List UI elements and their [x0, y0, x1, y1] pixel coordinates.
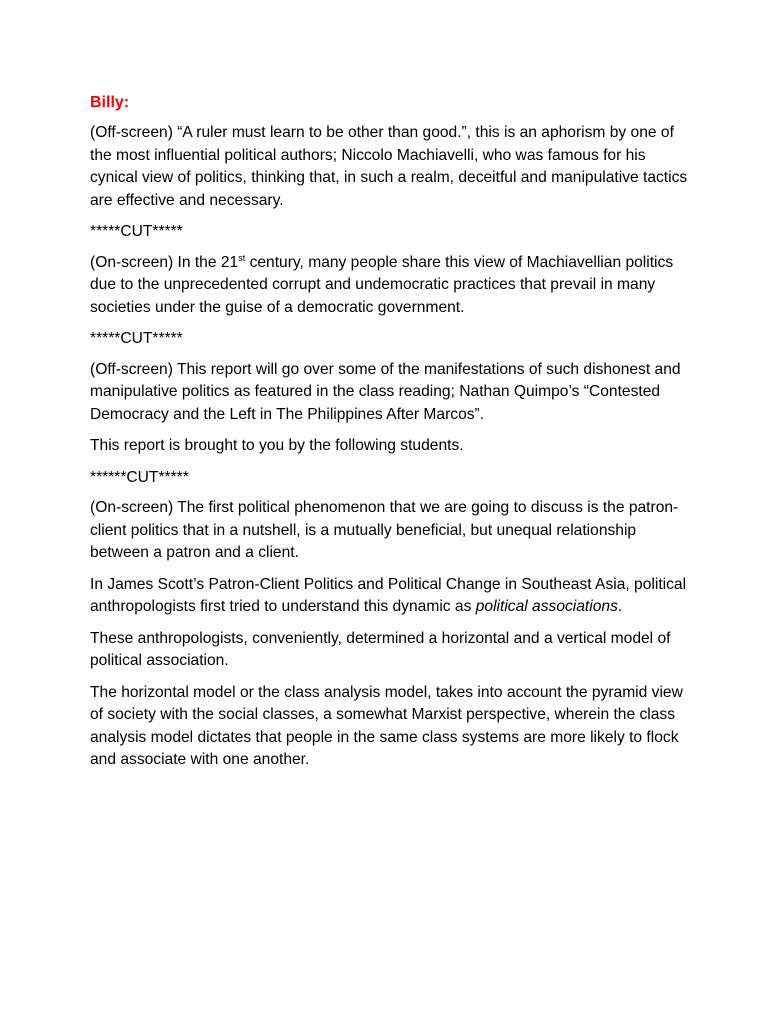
text-segment: In James Scott’s Patron-Client Politics and Political Change in Southeast Asia, political anthropologists first tried to understand this dynamic as	[90, 575, 687, 615]
text-segment: (On-screen) In the 21	[90, 253, 239, 271]
cut-marker: *****CUT*****	[90, 223, 183, 240]
superscript-st: st	[238, 252, 246, 263]
italic-political-associations: political associations	[475, 598, 618, 615]
text-segment: .	[617, 598, 623, 615]
paragraph-students: This report is brought to you by the following students.	[90, 437, 464, 454]
paragraph-offscreen-aphorism: (Off-screen) “A ruler must learn to be other than good.”, this is an aphorism by one of the most influential political authors; Niccolo Machiavelli, who was famous for his cynical view of politics, thinking that, in such a realm, deceitful and manipulative tactics are effective and necessary.	[90, 124, 688, 209]
cut-marker: *****CUT*****	[90, 330, 183, 347]
paragraph-patron-client: (On-screen) The first political phenomenon that we are going to discuss is the patron-client politics that in a nutshell, is a mutually beneficial, but unequal relationship between a patron and a client.	[90, 499, 679, 561]
document-page	[90, 92, 690, 781]
paragraph-anthropologists: These anthropologists, conveniently, determined a horizontal and a vertical model of political association.	[90, 629, 671, 669]
paragraph-onscreen-21st-century	[90, 252, 690, 320]
paragraph-report-overview: (Off-screen) This report will go over some of the manifestations of such dishonest and manipulative politics as featured in the class reading; Nathan Quimpo’s “Contested Democracy and the Left in The Philippines After Marcos”.	[90, 360, 681, 423]
paragraph-james-scott	[90, 574, 690, 619]
text-segment: century, many people share this view of Machiavellian politics due to the unprecedented corrupt and undemocratic practices that prevail in many societies under the guise of a democratic government.	[90, 253, 674, 316]
paragraph-horizontal-model: The horizontal model or the class analysis model, takes into account the pyramid view of society with the social classes, a somewhat Marxist perspective, wherein the class analysis model dictates that people in the same class systems are more likely to flock and associate with one another.	[90, 683, 683, 768]
cut-marker: ******CUT*****	[90, 468, 189, 486]
speaker-label: Billy:	[90, 94, 130, 111]
